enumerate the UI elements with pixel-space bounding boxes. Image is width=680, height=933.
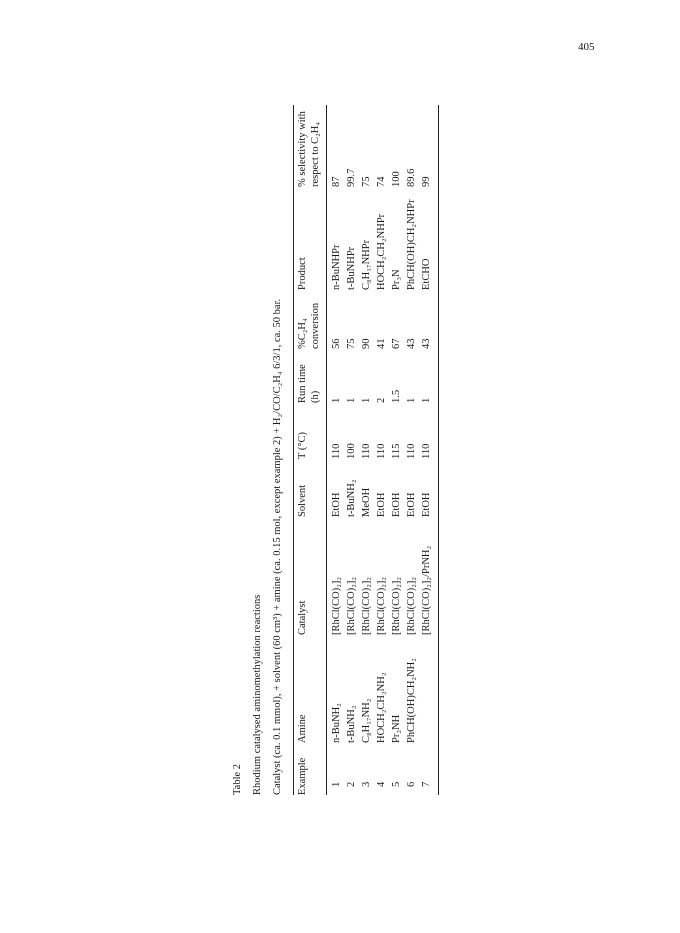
bottom-rule [438, 105, 439, 795]
cell-product: t-BuNHPr [346, 246, 357, 290]
cell-conversion: 90 [361, 338, 372, 349]
cell-runtime: 1 [346, 397, 357, 403]
cell-example: 3 [361, 781, 372, 787]
cell-product: C₈H₁₇NHPr [361, 239, 372, 290]
cell-runtime: 2 [376, 397, 387, 403]
cell-solvent: EtOH [406, 492, 417, 517]
cell-conversion: 43 [421, 338, 432, 349]
cell-product: n-BuNHPr [331, 244, 342, 290]
cell-catalyst: [RhCl(CO)₂]₂ [391, 576, 402, 635]
cell-catalyst: [RhCl(CO)₂]₂ [331, 576, 342, 635]
cell-selectivity: 75 [361, 176, 372, 187]
header-amine: Amine [297, 714, 308, 743]
header-selectivity-line1: % selectivity with [297, 111, 308, 187]
cell-example: 2 [346, 781, 357, 787]
header-product: Product [297, 257, 308, 290]
cell-product: HOCH₂CH₂NHPr [376, 213, 387, 290]
cell-example: 6 [406, 781, 417, 787]
cell-temp: 110 [331, 443, 342, 459]
cell-selectivity: 87 [331, 176, 342, 187]
header-catalyst: Catalyst [297, 600, 308, 635]
cell-selectivity: 74 [376, 176, 387, 187]
cell-conversion: 43 [406, 338, 417, 349]
page-number: 405 [578, 41, 595, 53]
cell-temp: 115 [391, 443, 402, 459]
cell-solvent: t-BuNH₂ [346, 479, 357, 517]
cell-amine: HOCH₂CH₂NH₂ [376, 672, 387, 743]
cell-temp: 110 [421, 443, 432, 459]
cell-conversion: 75 [346, 338, 357, 349]
cell-runtime: 1 [361, 397, 372, 403]
cell-selectivity: 99 [421, 176, 432, 187]
cell-conversion: 41 [376, 338, 387, 349]
cell-amine: t-BuNH₂ [346, 705, 357, 743]
cell-runtime: 1 [331, 397, 342, 403]
cell-runtime: 1.5 [391, 389, 402, 403]
cell-amine: C₈H₁₇NH₂ [361, 698, 372, 743]
cell-product: Pr₃N [391, 269, 402, 290]
cell-temp: 110 [376, 443, 387, 459]
cell-product: EtCHO [421, 258, 432, 290]
cell-solvent: EtOH [391, 492, 402, 517]
header-runtime-line2: (h) [310, 390, 321, 403]
cell-example: 4 [376, 781, 387, 787]
cell-example: 5 [391, 781, 402, 787]
header-solvent: Solvent [297, 484, 308, 517]
cell-solvent: EtOH [331, 492, 342, 517]
header-selectivity-line2: respect to C₂H₄ [310, 121, 321, 187]
header-conversion-line1: %C₂H₄ [297, 318, 308, 349]
cell-product: PhCH(OH)CH₂NHPr [406, 199, 417, 290]
cell-temp: 110 [406, 443, 417, 459]
cell-runtime: 1 [406, 397, 417, 403]
cell-catalyst: [RhCl(CO)₂]₂ [346, 576, 357, 635]
header-example: Example [297, 757, 308, 795]
cell-conversion: 67 [391, 338, 402, 349]
table-label: Table 2 [232, 763, 243, 795]
header-temp: T (°C) [297, 431, 308, 459]
cell-catalyst: [RhCl(CO)₂]₂ [376, 576, 387, 635]
cell-example: 7 [421, 781, 432, 787]
cell-amine: PhCH(OH)CH₂NH₂ [406, 658, 417, 743]
cell-temp: 100 [346, 443, 357, 459]
cell-catalyst: [RhCl(CO)₂]₂/PrNH₂ [421, 545, 432, 635]
cell-amine: n-BuNH₂ [331, 703, 342, 743]
cell-selectivity: 100 [391, 171, 402, 187]
cell-solvent: EtOH [421, 492, 432, 517]
cell-runtime: 1 [421, 397, 432, 403]
rotated-table-block [232, 105, 442, 795]
header-rule [326, 105, 327, 795]
cell-catalyst: [RhCl(CO)₂]₂ [361, 576, 372, 635]
cell-solvent: EtOH [376, 492, 387, 517]
cell-catalyst: [RhCl(CO)₂]₂ [406, 576, 417, 635]
table-conditions: Catalyst (ca. 0.1 mmol), + solvent (60 cm³) + amine (ca. 0.15 mol, except example 2) + H₂/CO/C₂H₄ 6/3/1, ca. 50 bar. [272, 298, 283, 795]
cell-temp: 110 [361, 443, 372, 459]
cell-conversion: 56 [331, 338, 342, 349]
top-rule [293, 105, 294, 795]
header-runtime-line1: Run time [297, 364, 308, 403]
cell-selectivity: 89.6 [406, 168, 417, 187]
cell-selectivity: 99.7 [346, 168, 357, 187]
cell-amine: Pr₂NH [391, 714, 402, 743]
header-conversion-line2: conversion [310, 302, 321, 349]
cell-solvent: MeOH [361, 487, 372, 517]
cell-example: 1 [331, 781, 342, 787]
table-title: Rhodium catalysed aminomethylation reactions [252, 594, 263, 795]
